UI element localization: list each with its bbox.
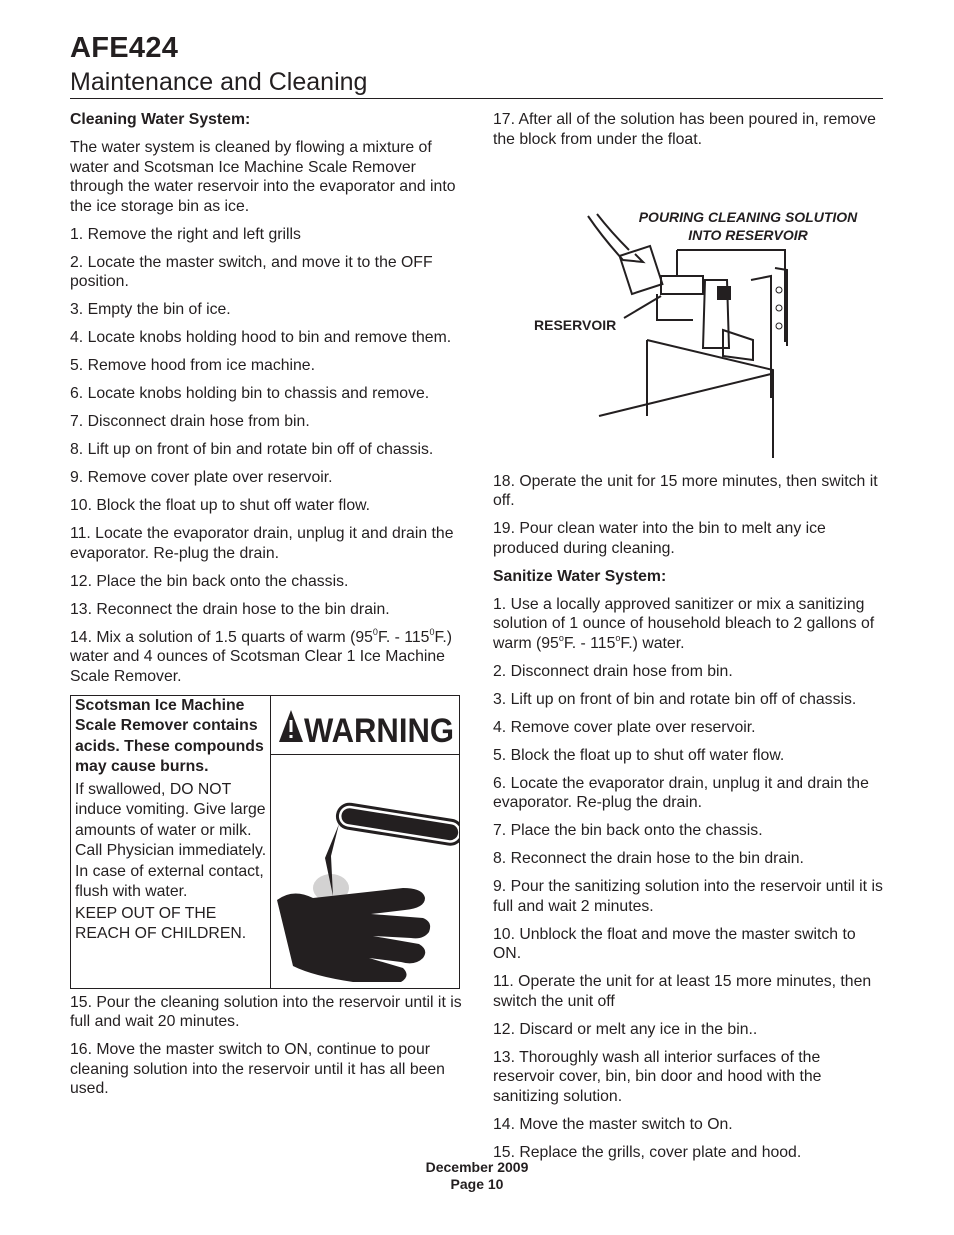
sanitize-step-9: 10. Unblock the float and move the master switch to ON.	[493, 925, 856, 962]
figure-caption: POURING CLEANING SOLUTION INTO RESERVOIR	[638, 208, 858, 243]
sanitize-step-1: 1. Use a locally approved sanitizer or mix a sanitizing solution of 1 ounce of household bleach to 2 gallons of warm (95$^o$F. - 115$^o$F.) water.	[493, 595, 875, 652]
cleaning-steps-continued	[70, 993, 462, 1099]
cleaning-intro: The water system is cleaned by flowing a mixture of water and Scotsman Ice Machine Scale Remover through the water reservoir into the evaporator and into the ice storage bin as ice.	[70, 139, 456, 215]
warning-divider	[270, 696, 271, 988]
warning-label	[277, 706, 457, 748]
section-title: Maintenance and Cleaning	[70, 68, 368, 96]
cleaning-step-1: 1. Remove the right and left grills	[70, 225, 301, 243]
step-14: 14. Mix a solution of 1.5 quarts of warm ($95^0F$. - $115^0F$.) water and 4 ounces of Scotsman Clear 1 Ice Machine Scale Remover.	[70, 626, 453, 685]
warning-text	[75, 696, 271, 945]
sanitize-step-5: 6. Locate the evaporator drain, unplug it and drain the evaporator. Re-plug the drain.	[493, 774, 869, 811]
sanitize-step-3: 4. Remove cover plate over reservoir.	[493, 718, 756, 736]
cleaning-step-12: 12. Place the bin back onto the chassis.	[70, 572, 349, 590]
sanitize-step-2: 3. Lift up on front of bin and rotate bin off of chassis.	[493, 690, 857, 708]
sanitize-step-1: 2. Disconnect drain hose from bin.	[493, 662, 733, 680]
sanitize-step-6: 7. Place the bin back onto the chassis.	[493, 822, 763, 839]
warning-box	[70, 695, 460, 989]
sanitize-step-14: 15. Replace the grills, cover plate and hood.	[493, 1143, 802, 1161]
sanitize-step-4: 5. Block the float up to shut off water flow.	[493, 746, 785, 764]
cleaning-steps	[70, 225, 462, 620]
sanitize-step-11: 12. Discard or melt any ice in the bin..	[493, 1020, 758, 1038]
cleaning-step-2: 2. Locate the master switch, and move it to the OFF position.	[70, 253, 433, 290]
warning-bold-text: Scotsman Ice Machine Scale Remover contains acids. These compounds may cause burns.	[75, 696, 264, 775]
model-title: AFE424	[70, 32, 179, 64]
cleaning-step-13: 13. Reconnect the drain hose to the bin drain.	[70, 600, 390, 618]
cleaning-step-9: 9. Remove cover plate over reservoir.	[70, 469, 333, 486]
cleaning-step-4: 4. Locate knobs holding hood to bin and remove them.	[70, 329, 452, 346]
cleaning-step-10: 10. Block the float up to shut off water flow.	[70, 497, 371, 514]
page-footer	[0, 1159, 954, 1193]
sanitize-step-8: 9. Pour the sanitizing solution into the reservoir until it is full and wait 2 minutes.	[493, 878, 883, 915]
cleaning-step-8: 8. Lift up on front of bin and rotate bin off of chassis.	[70, 441, 434, 458]
footer-page-number: Page 10	[450, 1176, 504, 1192]
cleaning-step-late-2: 16. Move the master switch to ON, continue to pour cleaning solution into the reservoir until it has all been used.	[70, 1041, 445, 1097]
warning-body-text: If swallowed, DO NOT induce vomiting. Give large amounts of water or milk. Call Physician immediately. In case of external contact, flush with water.	[75, 780, 267, 900]
cleaning-heading: Cleaning Water System:	[70, 111, 251, 128]
left-column	[70, 110, 462, 1107]
sanitize-step-7: 8. Reconnect the drain hose to the bin drain.	[493, 850, 804, 867]
sanitize-step-12: 13. Thoroughly wash all interior surfaces of the reservoir cover, bin, bin door and hood with the sanitizing solution.	[493, 1048, 822, 1105]
cleaning-step-6: 6. Locate knobs holding bin to chassis and remove.	[70, 385, 430, 402]
post-clean-step-2: 19. Pour clean water into the bin to melt any ice produced during cleaning.	[493, 520, 826, 557]
warning-keep-text: KEEP OUT OF THE REACH OF CHILDREN.	[75, 904, 247, 942]
reservoir-illustration	[493, 158, 883, 464]
reservoir-label: RESERVOIR	[534, 316, 617, 333]
acid-burn-hand-icon	[273, 796, 459, 990]
cleaning-step-5: 5. Remove hood from ice machine.	[70, 357, 315, 374]
warning-divider-horizontal	[270, 754, 459, 755]
right-column	[493, 110, 883, 1171]
pouring-solution-figure	[493, 158, 883, 464]
sanitize-step-10: 11. Operate the unit for at least 15 more minutes, then switch the unit off	[493, 973, 872, 1010]
cleaning-step-3: 3. Empty the bin of ice.	[70, 301, 231, 318]
post-cleaning-steps	[493, 472, 883, 559]
step-17: 17. After all of the solution has been poured in, remove the block from under the float.	[493, 111, 876, 148]
warning-label-text: WARNING	[304, 711, 454, 748]
sanitize-step-13: 14. Move the master switch to On.	[493, 1115, 733, 1133]
cleaning-step-11: 11. Locate the evaporator drain, unplug it and drain the evaporator. Re-plug the drain.	[70, 525, 454, 562]
cleaning-step-late-1: 15. Pour the cleaning solution into the reservoir until it is full and wait 20 minutes.	[70, 993, 462, 1030]
post-clean-step-1: 18. Operate the unit for 15 more minutes, then switch it off.	[493, 472, 878, 509]
cleaning-step-7: 7. Disconnect drain hose from bin.	[70, 413, 310, 430]
sanitize-steps	[493, 662, 883, 1163]
sanitize-heading: Sanitize Water System:	[493, 567, 667, 585]
header-rule	[70, 98, 883, 99]
footer-date: December 2009	[425, 1159, 529, 1175]
